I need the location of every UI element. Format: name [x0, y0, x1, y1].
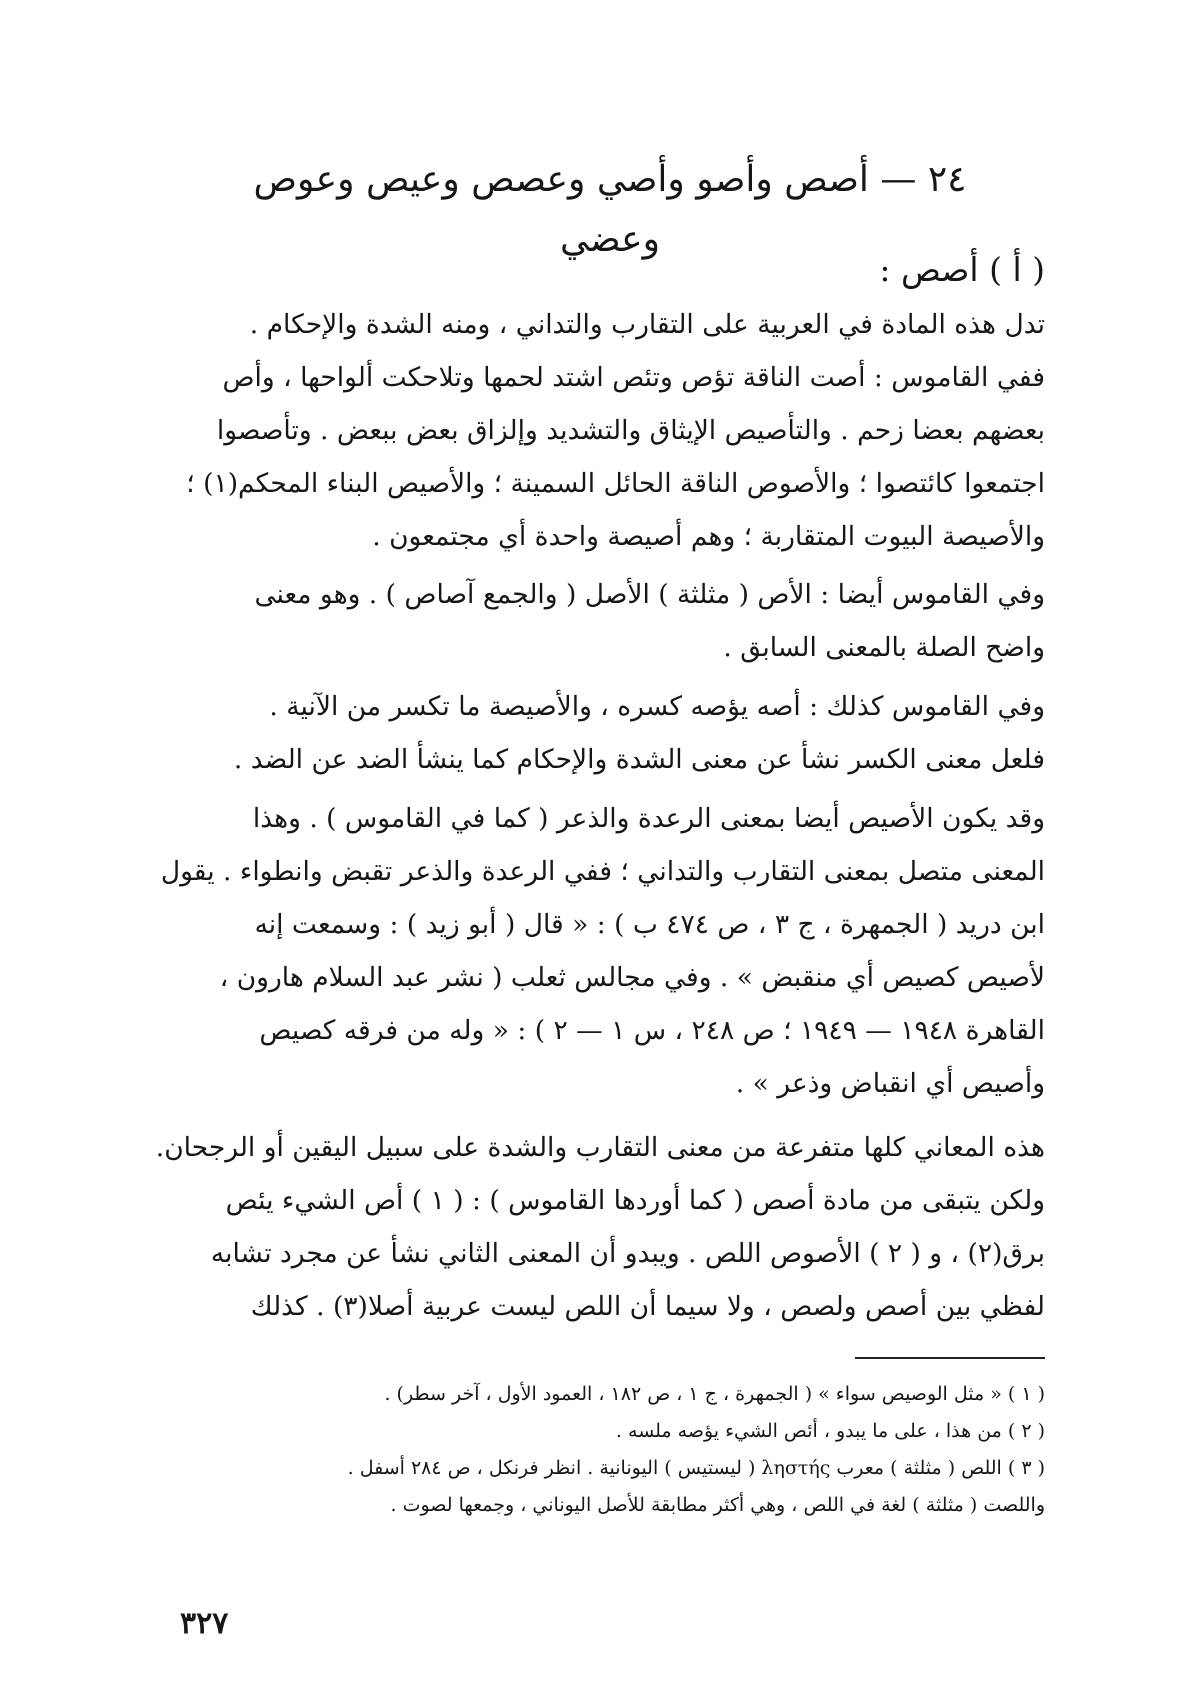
- paragraph-line: المعنى متصل بمعنى التقارب والتداني ؛ ففي الرعدة والذعر تقبض وانطواء . يقول: [160, 856, 1045, 887]
- page-number: ٣٢٧: [180, 1606, 229, 1641]
- paragraph-line: ففي القاموس : أصت الناقة تؤص وتئص اشتد لحمها وتلاحكت ألواحها ، وأص: [222, 362, 1045, 393]
- paragraph-line: برق(٢) ، و ( ٢ ) الأصوص اللص . ويبدو أن المعنى الثاني نشأ عن مجرد تشابه: [210, 1238, 1045, 1269]
- paragraph-line: بعضهم بعضا زحم . والتأصيص الإيثاق والتشديد وإلزاق بعض ببعض . وتأصصوا: [216, 415, 1045, 446]
- paragraph-4: [155, 792, 1045, 1110]
- paragraph-line: وأصيص أي انقباض وذعر » .: [735, 1068, 1045, 1099]
- paragraph-line: اجتمعوا كائتصوا ؛ والأصوص الناقة الحائل السمينة ؛ والأصيص البناء المحكم(١) ؛: [186, 468, 1045, 499]
- paragraph-line: واضح الصلة بالمعنى السابق .: [723, 632, 1045, 663]
- footnote-divider: [855, 1357, 1045, 1359]
- paragraph-5: [155, 1121, 1045, 1333]
- paragraph-line: لأصيص كصيص أي منقبض » . وفي مجالس ثعلب ( نشر عبد السلام هارون ،: [219, 962, 1045, 993]
- footnote-3-continued: واللصت ( مثلثة ) لغة في اللص ، وهي أكثر مطابقة للأصل اليوناني ، وجمعها لصوت .: [390, 1494, 1045, 1516]
- paragraph-2: [155, 568, 1045, 674]
- chapter-title: ٢٤ — أصص وأصو وأصي وعصص وعيص وعوص وعضي: [253, 159, 967, 260]
- footnote-2: ( ٢ ) من هذا ، على ما يبدو ، أئص الشيء يؤصه ملسه .: [615, 1420, 1045, 1442]
- section-heading: ( أ ) أصص :: [879, 250, 1045, 289]
- footnote-3: ( ٣ ) اللص ( مثلثة ) معرب ληστής ( ليستيس ) اليونانية . انظر فرنكل ، ص ٢٨٤ أسفل .: [347, 1457, 1045, 1479]
- paragraph-line: تدل هذه المادة في العربية على التقارب والتداني ، ومنه الشدة والإحكام .: [249, 309, 1045, 340]
- footnotes: [155, 1376, 1045, 1524]
- paragraph-line: فلعل معنى الكسر نشأ عن معنى الشدة والإحكام كما ينشأ الضد عن الضد .: [233, 744, 1045, 775]
- paragraph-line: لفظي بين أصص ولصص ، ولا سيما أن اللص ليست عربية أصلا(٣) . كذلك: [250, 1291, 1045, 1322]
- paragraph-line: ولكن يتبقى من مادة أصص ( كما أوردها القاموس ) : ( ١ ) أص الشيء يئص: [225, 1185, 1045, 1216]
- paragraph-3: [155, 680, 1045, 786]
- paragraph-line: والأصيصة البيوت المتقاربة ؛ وهم أصيصة واحدة أي مجتمعون .: [372, 521, 1045, 552]
- paragraph-line: وفي القاموس كذلك : أصه يؤصه كسره ، والأصيصة ما تكسر من الآنية .: [269, 691, 1045, 722]
- paragraph-line: وقد يكون الأصيص أيضا بمعنى الرعدة والذعر ( كما في القاموس ) . وهذا: [252, 803, 1045, 834]
- paragraph-line: القاهرة ١٩٤٨ — ١٩٤٩ ؛ ص ٢٤٨ ، س ١ — ٢ ) : « وله من فرقه كصيص: [259, 1015, 1045, 1046]
- footnote-1: ( ١ ) « مثل الوصيص سواء » ( الجمهرة ، ج ١ ، ص ١٨٢ ، العمود الأول ، آخر سطر) .: [384, 1383, 1045, 1405]
- paragraph-line: وفي القاموس أيضا : الأص ( مثلثة ) الأصل ( والجمع آصاص ) . وهو معنى: [254, 579, 1045, 610]
- paragraph-1: [155, 298, 1045, 563]
- paragraph-line: هذه المعاني كلها متفرعة من معنى التقارب والشدة على سبيل اليقين أو الرجحان.: [155, 1132, 1045, 1163]
- paragraph-line: ابن دريد ( الجمهرة ، ج ٣ ، ص ٤٧٤ ب ) : « قال ( أبو زيد ) : وسمعت إنه: [254, 909, 1045, 940]
